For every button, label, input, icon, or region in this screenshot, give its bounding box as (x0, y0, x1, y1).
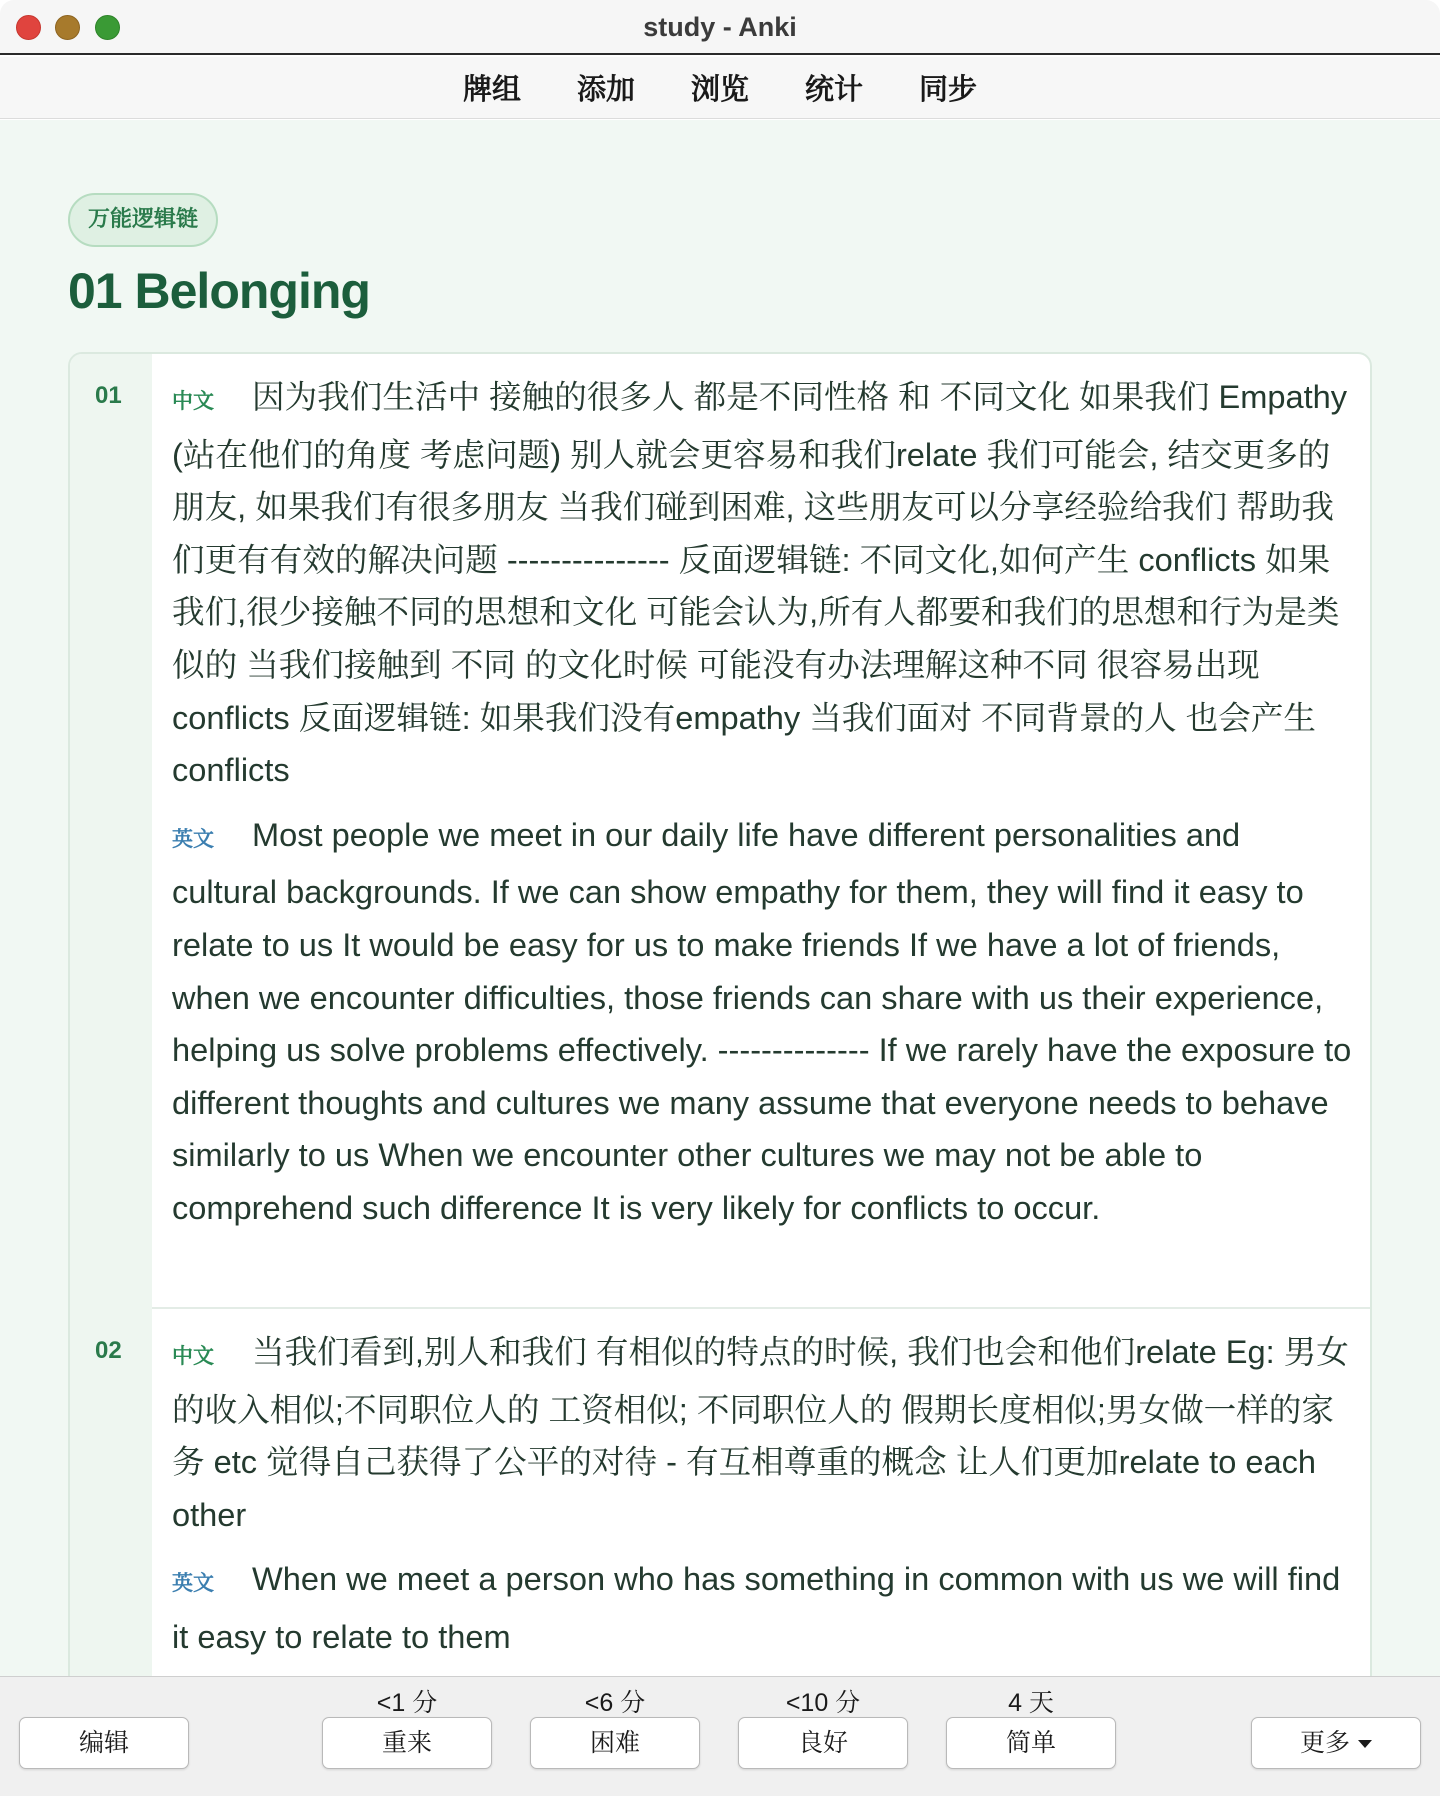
entry-body (172, 1326, 1352, 1676)
good-button[interactable]: 良好 (738, 1717, 908, 1769)
hard-interval: <6 分 (584, 1689, 646, 1717)
answer-bar (0, 1676, 1440, 1796)
again-button[interactable]: 重来 (322, 1717, 492, 1769)
english-text: Most people we meet in our daily life have different personalities and cultural backgrounds. If we can show empathy for them, they will find it easy to relate to us It would be easy for us to make friends If we have a lot of friends, when we encounter difficulties, those friends can share with us their experience, helping us solve problems effectively. -------------- If we rarely have the exposure to different thoughts and cultures we many assume that everyone needs to behave similarly to us When we encounter other cultures we may not be able to comprehend such difference It is very likely for conflicts to occur. (172, 815, 1352, 1226)
chinese-text: 因为我们生活中 接触的很多人 都是不同性格 和 不同文化 如果我们 Empathy (站在他们的角度 考虑问题) 别人就会更容易和我们relate 我们可能会, 结交更多的朋友, 如果我们有很多朋友 当我们碰到困难, 这些朋友可以分享经验给我们 帮助我们更有有效的解决问题 --------------- 反面逻辑链: 不同文化,如何产生 conflicts 如果我们,很少接触不同的思想和文化 可能会认为,所有人都要和我们的思想和行为是类似的 当我们接触到 不同 的文化时候 可能没有办法理解这种不同 很容易出现conflicts 反面逻辑链: 如果我们没有empathy 当我们面对 不同背景的人 也会产生 conflicts (172, 378, 1348, 789)
english-paragraph (172, 1553, 1352, 1663)
menu-add[interactable]: 添加 (576, 72, 635, 106)
chinese-paragraph (172, 1326, 1352, 1541)
card-number-gutter (70, 354, 152, 1676)
chinese-label: 中文 (172, 390, 214, 413)
chevron-down-icon (1358, 1740, 1372, 1748)
english-label: 英文 (172, 1572, 214, 1596)
easy-interval: 4 天 (1008, 1689, 1054, 1717)
more-button[interactable] (1251, 1717, 1421, 1769)
menu-decks[interactable]: 牌组 (462, 72, 521, 106)
chinese-paragraph (172, 371, 1352, 797)
card-panel (68, 352, 1372, 1676)
window-title: study - Anki (643, 12, 797, 42)
card-tag: 万能逻辑链 (68, 193, 218, 247)
main-toolbar (0, 57, 1440, 119)
menu-sync[interactable]: 同步 (919, 72, 978, 106)
good-interval: <10 分 (785, 1689, 861, 1717)
easy-button[interactable]: 简单 (946, 1717, 1116, 1769)
entry-divider (152, 1307, 1372, 1309)
hard-button[interactable]: 困难 (530, 1717, 700, 1769)
entry-number: 01 (95, 382, 122, 409)
entry-number: 02 (95, 1337, 122, 1364)
menu-stats[interactable]: 统计 (805, 72, 864, 106)
english-paragraph (172, 809, 1352, 1235)
english-label: 英文 (172, 827, 214, 851)
card-content-area (0, 120, 1440, 1676)
chinese-label: 中文 (172, 1345, 214, 1368)
edit-button[interactable]: 编辑 (19, 1717, 189, 1769)
english-text: When we meet a person who has something in common with us we will find it easy to relate to them (172, 1560, 1341, 1655)
chinese-text: 当我们看到,别人和我们 有相似的特点的时候, 我们也会和他们relate Eg: 男女的收入相似;不同职位人的 工资相似; 不同职位人的 假期长度相似;男女做一样的家务 etc 觉得自己获得了公平的对待 - 有互相尊重的概念 让人们更加relate to each other (172, 1333, 1349, 1533)
card-title: 01 Belonging (68, 263, 370, 319)
menu-browse[interactable]: 浏览 (690, 72, 749, 106)
window-titlebar (0, 0, 1440, 55)
again-interval: <1 分 (376, 1689, 438, 1717)
more-button-label: 更多 (1299, 1728, 1350, 1757)
entry-body (172, 371, 1352, 1247)
